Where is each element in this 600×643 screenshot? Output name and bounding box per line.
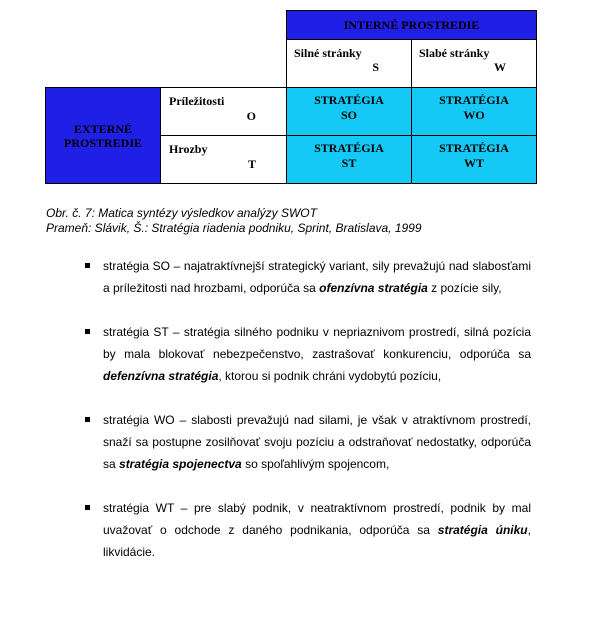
- strategy-so-title: STRATÉGIA: [314, 93, 384, 107]
- bullet-text: stratégia SO – najatraktívnejší strategický variant, sily prevažujú nad slabosťami a príležitosti nad hrozbami, odporúča sa: [103, 259, 531, 295]
- weaknesses-label: Slabé stránky: [419, 46, 490, 60]
- strategy-wt-title: STRATÉGIA: [439, 141, 509, 155]
- bullet-text: stratégia WT – pre slabý podnik, v neatraktívnom prostredí, podnik by mal uvažovať o odchode z daného podnikania, odporúča sa: [103, 501, 531, 537]
- threats-label: Hrozby: [169, 142, 208, 156]
- list-item: [85, 409, 531, 475]
- bullet-icon: [85, 329, 90, 334]
- bullet-emphasis: defenzívna stratégia: [103, 369, 219, 383]
- strategy-st-title: STRATÉGIA: [314, 141, 384, 155]
- weaknesses-letter: W: [494, 60, 506, 74]
- strategy-wt-code: WT: [463, 156, 484, 170]
- list-item: [85, 497, 531, 563]
- threats-header: [160, 135, 287, 184]
- figure-caption-title: Obr. č. 7: Matica syntézy výsledkov analýzy SWOT: [46, 206, 317, 220]
- strategy-wt-cell: [411, 135, 537, 184]
- strengths-letter: S: [372, 60, 379, 74]
- bullet-emphasis: ofenzívna stratégia: [319, 281, 428, 295]
- strategy-wo-title: STRATÉGIA: [439, 93, 509, 107]
- strategy-wo-code: WO: [463, 108, 485, 122]
- figure-caption: [46, 206, 422, 236]
- bullet-text-end: so spoľahlivým spojencom,: [241, 457, 390, 471]
- strategy-wo-cell: [411, 87, 537, 136]
- strategy-st-code: ST: [341, 156, 357, 170]
- bullet-emphasis: stratégia spojenectva: [119, 457, 242, 471]
- bullet-emphasis: stratégia úniku: [437, 523, 528, 537]
- strategy-bullet-list: [85, 255, 531, 585]
- bullet-icon: [85, 263, 90, 268]
- opportunities-label: Príležitosti: [169, 94, 225, 108]
- external-environment-label: EXTERNÉ PROSTREDIE: [63, 121, 143, 150]
- internal-environment-header: [286, 10, 537, 40]
- internal-environment-label: INTERNÉ PROSTREDIE: [343, 17, 480, 32]
- bullet-text: stratégia ST – stratégia silného podniku v nepriaznivom prostredí, silná pozícia by mala blokovať nebezpečenstvo, zastrašovať konkurenciu, odporúča sa: [103, 325, 531, 361]
- figure-caption-source: Prameň: Slávik, Š.: Stratégia riadenia podniku, Sprint, Bratislava, 1999: [46, 221, 422, 235]
- bullet-text-end: , ktorou si podnik chráni vydobytú pozíciu,: [218, 369, 442, 383]
- bullet-text: stratégia WO – slabosti prevažujú nad silami, je však v atraktívnom prostredí, snaží sa postupne zosilňovať svoju pozíciu a odstraňovať nedostatky, odporúča sa: [103, 413, 531, 471]
- external-environment-header: [45, 87, 161, 184]
- bullet-icon: [85, 505, 90, 510]
- bullet-text-end: , likvidácie.: [103, 523, 531, 559]
- bullet-text-end: z pozície sily,: [427, 281, 502, 295]
- strategy-so-cell: [286, 87, 412, 136]
- opportunities-letter: O: [246, 109, 256, 123]
- strategy-st-cell: [286, 135, 412, 184]
- bullet-icon: [85, 417, 90, 422]
- threats-letter: T: [247, 157, 256, 171]
- opportunities-header: [160, 87, 287, 136]
- list-item: [85, 321, 531, 387]
- list-item: [85, 255, 531, 299]
- strategy-so-code: SO: [340, 108, 357, 122]
- strengths-label: Silné stránky: [294, 46, 362, 60]
- strengths-header: [286, 39, 412, 88]
- weaknesses-header: [411, 39, 537, 88]
